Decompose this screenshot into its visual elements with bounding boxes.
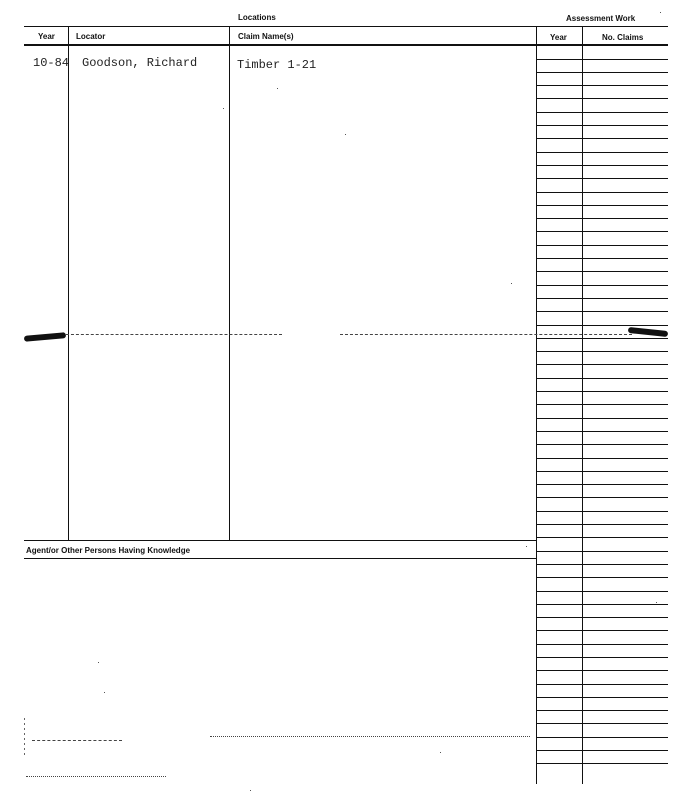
scan-speck	[98, 662, 99, 663]
fold-line-left	[66, 334, 282, 335]
scan-speck	[440, 752, 441, 753]
assessment-rule-line	[537, 511, 668, 512]
scan-speck	[656, 602, 657, 603]
assessment-rule-line	[537, 218, 668, 219]
scan-speck	[277, 88, 278, 89]
assessment-rule-line	[537, 125, 668, 126]
assessment-rule-line	[537, 458, 668, 459]
scan-noise-line-3	[26, 776, 166, 777]
assessment-rule-line	[537, 271, 668, 272]
no-claims-column-header: No. Claims	[602, 33, 644, 42]
entry-year: 10-84	[33, 56, 70, 70]
assessment-rule-line	[537, 604, 668, 605]
assessment-rule-line	[537, 112, 668, 113]
assessment-rule-line	[537, 617, 668, 618]
header-bottom-rule	[24, 44, 668, 46]
assessment-rule-line	[537, 564, 668, 565]
assessment-rule-line	[537, 98, 668, 99]
assessment-rule-line	[537, 192, 668, 193]
assessment-rule-line	[537, 391, 668, 392]
assessment-rule-line	[537, 591, 668, 592]
scan-speck	[223, 108, 224, 109]
scan-noise-edge	[24, 718, 25, 758]
assessment-rule-line	[537, 152, 668, 153]
hole-punch-mark-left	[24, 332, 66, 342]
assessment-rule-line	[537, 231, 668, 232]
locator-column-header: Locator	[76, 32, 106, 41]
assessment-rule-line	[537, 444, 668, 445]
assessment-rule-line	[537, 723, 668, 724]
assessment-rule-line	[537, 670, 668, 671]
scan-speck	[104, 692, 105, 693]
scan-speck	[660, 12, 661, 13]
claim-names-column-header: Claim Name(s)	[238, 32, 294, 41]
scan-noise-line-2	[210, 736, 530, 737]
assessment-rule-line	[537, 285, 668, 286]
assessment-rule-line	[537, 378, 668, 379]
assessment-rule-line	[537, 684, 668, 685]
assessment-rule-line	[537, 351, 668, 352]
assessment-work-header: Assessment Work	[566, 14, 636, 23]
locator-claims-divider	[229, 26, 230, 540]
assessment-rule-line	[537, 644, 668, 645]
assessment-rule-line	[537, 258, 668, 259]
scan-speck	[345, 134, 346, 135]
scan-speck	[250, 790, 251, 791]
assessment-rule-line	[537, 551, 668, 552]
assessment-rule-line	[537, 537, 668, 538]
assessment-rule-line	[537, 737, 668, 738]
year-locator-divider	[68, 26, 69, 540]
scan-speck	[526, 546, 527, 547]
assessment-rule-line	[537, 577, 668, 578]
agent-section-bottom-rule	[24, 558, 536, 559]
scan-noise-line-1	[32, 740, 122, 741]
assessment-rule-line	[537, 471, 668, 472]
assessment-rule-line	[537, 85, 668, 86]
assessment-rule-line	[537, 245, 668, 246]
assessment-rule-line	[537, 697, 668, 698]
hole-punch-mark-right	[628, 327, 668, 337]
assessment-rule-line	[537, 710, 668, 711]
assessment-rule-line	[537, 138, 668, 139]
assessment-rule-line	[537, 524, 668, 525]
entry-claim-name: Timber 1-21	[237, 58, 317, 72]
agent-section-label: Agent/or Other Persons Having Knowledge	[26, 546, 191, 555]
assessment-rule-line	[537, 178, 668, 179]
assessment-rule-line	[537, 484, 668, 485]
assessment-rule-line	[537, 205, 668, 206]
assessment-rule-line	[537, 431, 668, 432]
assessment-rule-line	[537, 418, 668, 419]
assessment-rule-line	[537, 404, 668, 405]
assessment-rule-line	[537, 750, 668, 751]
assessment-rule-line	[537, 165, 668, 166]
header-top-rule	[24, 26, 668, 27]
assessment-rule-line	[537, 338, 668, 339]
assessment-rule-line	[537, 630, 668, 631]
assessment-rule-line	[537, 72, 668, 73]
assessment-rule-line	[537, 298, 668, 299]
year-column-header: Year	[38, 32, 55, 41]
assessment-rule-line	[537, 325, 668, 326]
agent-section-top-rule	[24, 540, 536, 541]
fold-line-right	[340, 334, 632, 335]
locations-header: Locations	[238, 13, 276, 22]
assessment-rule-line	[537, 497, 668, 498]
assessment-rule-line	[537, 657, 668, 658]
assessment-year-column-header: Year	[550, 33, 567, 42]
scan-speck	[511, 283, 512, 284]
assessment-rule-line	[537, 364, 668, 365]
assessment-rule-line	[537, 763, 668, 764]
entry-locator: Goodson, Richard	[82, 56, 198, 70]
assessment-rule-line	[537, 59, 668, 60]
assessment-rule-line	[537, 311, 668, 312]
